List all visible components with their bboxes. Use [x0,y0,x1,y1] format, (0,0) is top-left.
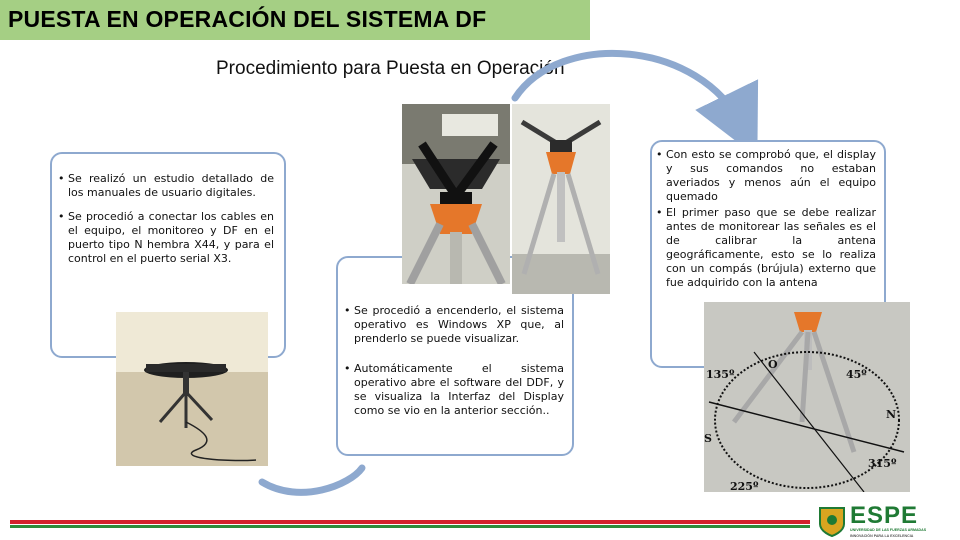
antenna-room-photo [116,312,268,466]
center-step-list [344,304,564,428]
slide-title: PUESTA EN OPERACIÓN DEL SISTEMA DF [8,6,487,32]
compass-calibration-photo [704,302,910,492]
compass-label-225: 225º [730,480,759,492]
espe-logo-name: ESPE [850,502,919,529]
antenna-tripod-photo-left [402,104,510,284]
antenna-tripod-photo-right [512,104,610,294]
espe-logo-motto: INNOVACIÓN PARA LA EXCELENCIA [850,534,914,538]
compass-label-45: 45º [846,368,867,381]
right-bullet-1: • Con esto se comprobó que, el display y sus comandos no estaban averiados y menos aún el equipo quemado [656,148,876,204]
right-step-list [656,148,876,300]
espe-logo-tagline: UNIVERSIDAD DE LAS FUERZAS ARMADAS [850,528,927,532]
footer-red-line [10,520,810,524]
compass-label-n: N [886,408,897,421]
title-bar [0,0,590,40]
left-bullet-1: • Se realizó un estudio detallado de los manuales de usuario digitales. [58,172,274,200]
right-bullet-2: • El primer paso que se debe realizar antes de monitorear las señales es el de calibrar la antena geográficamente, esto se lo realiza con un compás (brújula) externo que fue adquirido con la antena [656,206,876,290]
footer-green-line [10,525,810,528]
slide-subtitle: Procedimiento para Puesta en Operación [216,58,565,79]
compass-label-315: 315º [868,457,897,470]
center-bullet-1: • Se procedió a encenderlo, el sistema operativo es Windows XP que, al prenderlo se puede visualizar. [344,304,564,346]
center-bullet-2: • Automáticamente el sistema operativo abre el software del DDF, y se visualiza la Interfaz del Display como se vio en la anterior sección.. [344,362,564,418]
compass-label-o: O [768,358,778,371]
compass-label-s: S [704,432,712,445]
espe-crest-icon [818,506,846,538]
compass-label-135: 135º [706,368,735,381]
left-step-list [58,172,274,276]
left-bullet-2: • Se procedió a conectar los cables en el equipo, el monitoreo y DF en el puerto tipo N hembra X44, y para el control en el puerto serial X3. [58,210,274,266]
arrow-bottom-curve [262,468,362,492]
